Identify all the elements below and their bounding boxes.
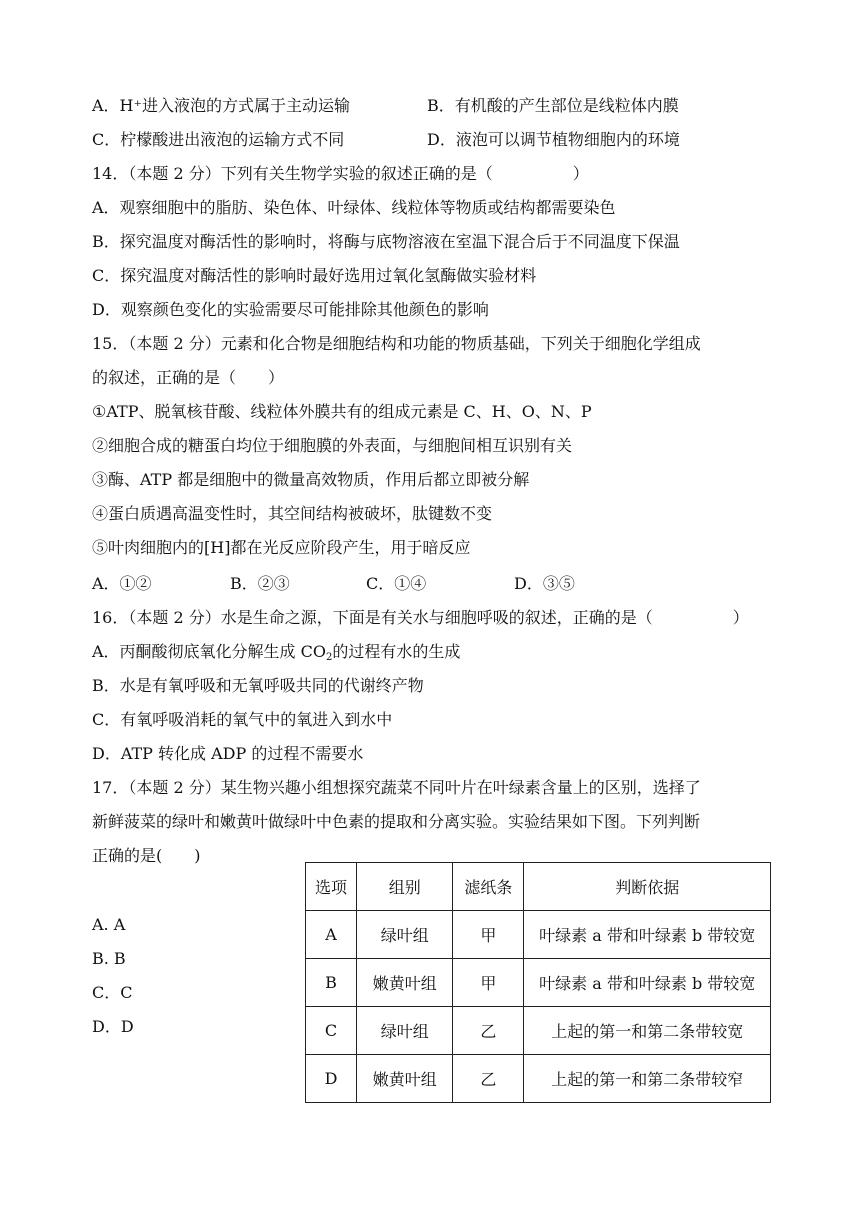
- q13-option-d: D．液泡可以调节植物细胞内的环境: [427, 130, 680, 149]
- q16-option-d: D．ATP 转化成 ADP 的过程不需要水: [92, 744, 364, 763]
- q13-option-b: B．有机酸的产生部位是线粒体内膜: [427, 96, 679, 115]
- q15-option-a: A．①②: [92, 574, 152, 593]
- table-row: [306, 1055, 771, 1103]
- table-cell: 乙: [453, 1007, 524, 1055]
- q15-statement-5: ⑤叶肉细胞内的[H]都在光反应阶段产生，用于暗反应: [92, 538, 471, 557]
- q17-stem-line1: 17．（本题 2 分）某生物兴趣小组想探究蔬菜不同叶片在叶绿素含量上的区别，选择了: [92, 778, 701, 797]
- q17-option-d: D．D: [92, 1017, 134, 1036]
- q16-stem: 16．（本题 2 分）水是生命之源，下面是有关水与细胞呼吸的叙述，正确的是（ ）: [92, 608, 749, 627]
- q13-option-a: A．H⁺进入液泡的方式属于主动运输: [92, 96, 350, 115]
- table-cell: B: [306, 959, 357, 1007]
- table-cell: 叶绿素 a 带和叶绿素 b 带较宽: [524, 959, 771, 1007]
- q15-option-b: B．②③: [230, 574, 290, 593]
- q17-stem-line3: 正确的是( ): [92, 846, 201, 865]
- table-header-cell: 选项: [306, 863, 357, 911]
- table-cell: 甲: [453, 959, 524, 1007]
- q15-option-d: D．③⑤: [514, 574, 575, 593]
- q17-option-b: B. B: [92, 949, 126, 968]
- q17-stem-line2: 新鲜菠菜的绿叶和嫩黄叶做绿叶中色素的提取和分离实验。实验结果如下图。下列判断: [92, 812, 701, 831]
- q15-option-c: C．①④: [366, 574, 427, 593]
- q16-option-a: [92, 641, 460, 669]
- table-header-row: [306, 863, 771, 911]
- table-cell: 乙: [453, 1055, 524, 1103]
- table-cell: 绿叶组: [357, 911, 453, 959]
- table-cell: D: [306, 1055, 357, 1103]
- q15-stem-line1: 15．（本题 2 分）元素和化合物是细胞结构和功能的物质基础，下列关于细胞化学组成: [92, 334, 701, 353]
- q15-statement-3: ③酶、ATP 都是细胞中的微量高效物质，作用后都立即被分解: [92, 470, 530, 489]
- table-header-cell: 判断依据: [524, 863, 771, 911]
- q15-stem-line2: 的叙述，正确的是（ ）: [92, 368, 285, 387]
- q16-option-c: C．有氧呼吸消耗的氧气中的氧进入到水中: [92, 710, 393, 729]
- q16-option-b: B．水是有氧呼吸和无氧呼吸共同的代谢终产物: [92, 676, 424, 695]
- table-cell: C: [306, 1007, 357, 1055]
- table-cell: 甲: [453, 911, 524, 959]
- table-cell: 上起的第一和第二条带较宽: [524, 1007, 771, 1055]
- q16-option-a-suffix: 的过程有水的生成: [332, 642, 461, 661]
- q15-statement-2: ②细胞合成的糖蛋白均位于细胞膜的外表面，与细胞间相互识别有关: [92, 436, 573, 455]
- table-cell: A: [306, 911, 357, 959]
- table-row: [306, 1007, 771, 1055]
- q15-statement-1: ①ATP、脱氧核苷酸、线粒体外膜共有的组成元素是 C、H、O、N、P: [92, 402, 592, 421]
- q14-option-b: B．探究温度对酶活性的影响时，将酶与底物溶液在室温下混合后于不同温度下保温: [92, 232, 680, 251]
- q15-statement-4: ④蛋白质遇高温变性时，其空间结构被破坏，肽键数不变: [92, 504, 493, 523]
- table-header-cell: 组别: [357, 863, 453, 911]
- table-cell: 上起的第一和第二条带较窄: [524, 1055, 771, 1103]
- q14-option-c: C．探究温度对酶活性的影响时最好选用过氧化氢酶做实验材料: [92, 266, 537, 285]
- q14-option-d: D．观察颜色变化的实验需要尽可能排除其他颜色的影响: [92, 300, 489, 319]
- q16-option-a-prefix: A．丙酮酸彻底氧化分解生成 CO: [92, 642, 327, 661]
- table-cell: 嫩黄叶组: [357, 1055, 453, 1103]
- table-row: [306, 959, 771, 1007]
- table-cell: 绿叶组: [357, 1007, 453, 1055]
- subscript-2: 2: [326, 652, 333, 663]
- q14-stem: 14．（本题 2 分）下列有关生物学实验的叙述正确的是（ ）: [92, 164, 589, 183]
- table-header-cell: 滤纸条: [453, 863, 524, 911]
- q13-option-c: C．柠檬酸进出液泡的运输方式不同: [92, 130, 345, 149]
- q17-option-a: A. A: [92, 915, 126, 934]
- table-cell: 嫩黄叶组: [357, 959, 453, 1007]
- table-row: [306, 911, 771, 959]
- table-cell: 叶绿素 a 带和叶绿素 b 带较宽: [524, 911, 771, 959]
- q17-option-c: C．C: [92, 983, 133, 1002]
- q17-table: [305, 862, 771, 1103]
- q14-option-a: A．观察细胞中的脂肪、染色体、叶绿体、线粒体等物质或结构都需要染色: [92, 198, 616, 217]
